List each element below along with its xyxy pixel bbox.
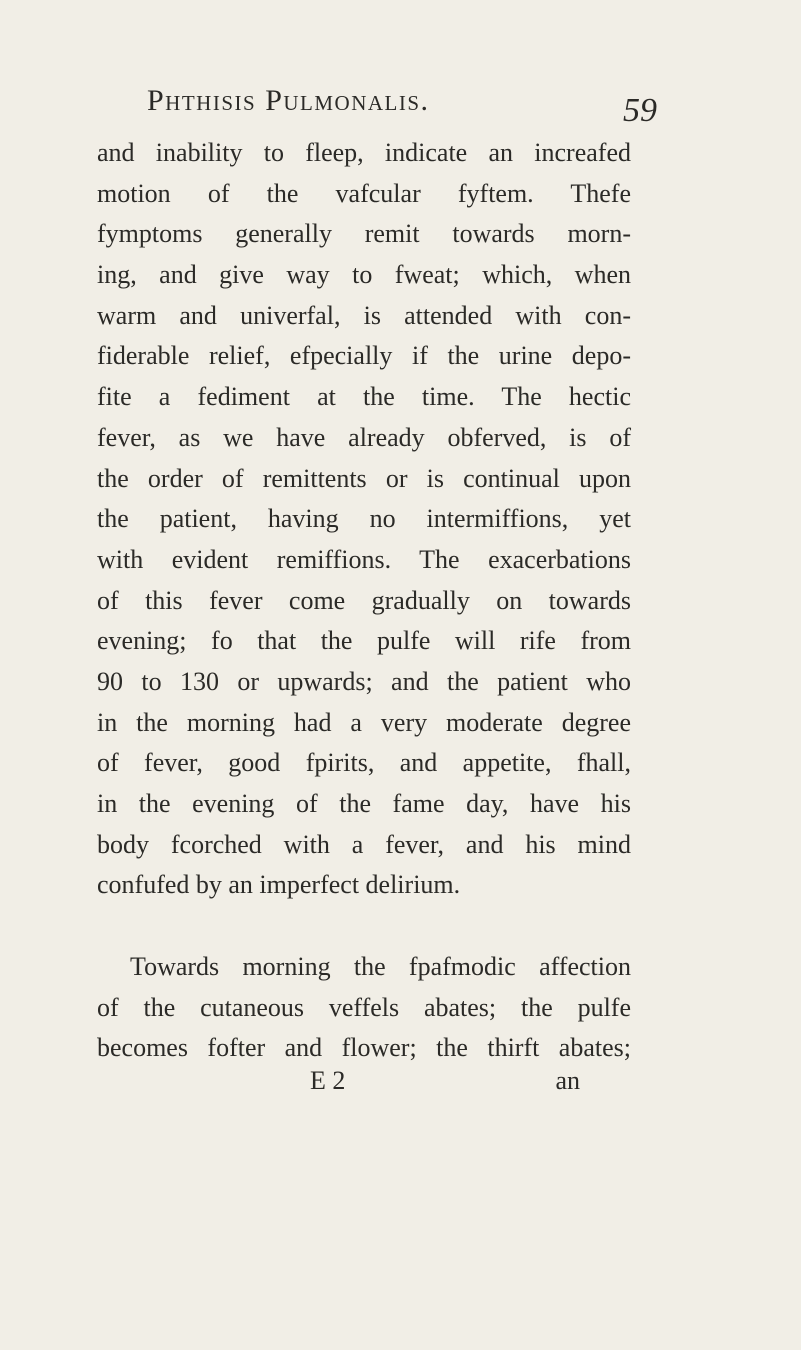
text-line: fite a fediment at the time. The hectic [97,382,631,412]
text-line: evening; fo that the pulfe will rife from [97,626,631,656]
text-line: in the evening of the fame day, have his [97,789,631,818]
text-line: ing, and give way to fweat; which, when [97,260,631,290]
text-line: fiderable relief, efpecially if the urine depo- [97,341,631,371]
text-line: the order of remittents or is continual upon [97,463,631,493]
text-line: warm and univerfal, is attended with con- [97,300,631,330]
text-line: in the morning had a very moderate degree [97,707,631,737]
catchword: an [555,1066,580,1095]
text-line: motion of the vafcular fyftem. Thefe [97,178,631,208]
text-line: confufed by an imperfect delirium. [97,870,461,900]
running-title: Phthisis Pulmonalis. [147,84,430,117]
text-line: fymptoms generally remit towards morn- [97,219,631,249]
text-line: and inability to fleep, indicate an increafed [97,138,631,167]
text-line: the patient, having no intermiffions, yet [97,504,631,534]
text-line: 90 to 130 or upwards; and the patient who [97,666,631,696]
body-text [97,133,631,1069]
page-footer [310,1066,580,1106]
text-line: with evident remiffions. The exacerbations [97,544,631,574]
text-line: fever, as we have already obferved, is of [97,422,631,452]
text-line: Towards morning the fpafmodic affection [130,952,631,982]
text-line: becomes fofter and flower; the thirft abates; [97,1033,631,1063]
text-line: of the cutaneous veffels abates; the pulfe [97,992,631,1022]
text-line: body fcorched with a fever, and his mind [97,829,631,859]
paragraph [97,133,631,906]
text-line: of fever, good fpirits, and appetite, fhall, [97,748,631,778]
running-head [147,84,657,134]
paragraph-gap [97,906,631,947]
paragraph [97,947,631,1069]
signature-mark: E 2 [310,1066,346,1095]
page-number: 59 [623,92,657,129]
text-line: of this fever come gradually on towards [97,585,631,615]
